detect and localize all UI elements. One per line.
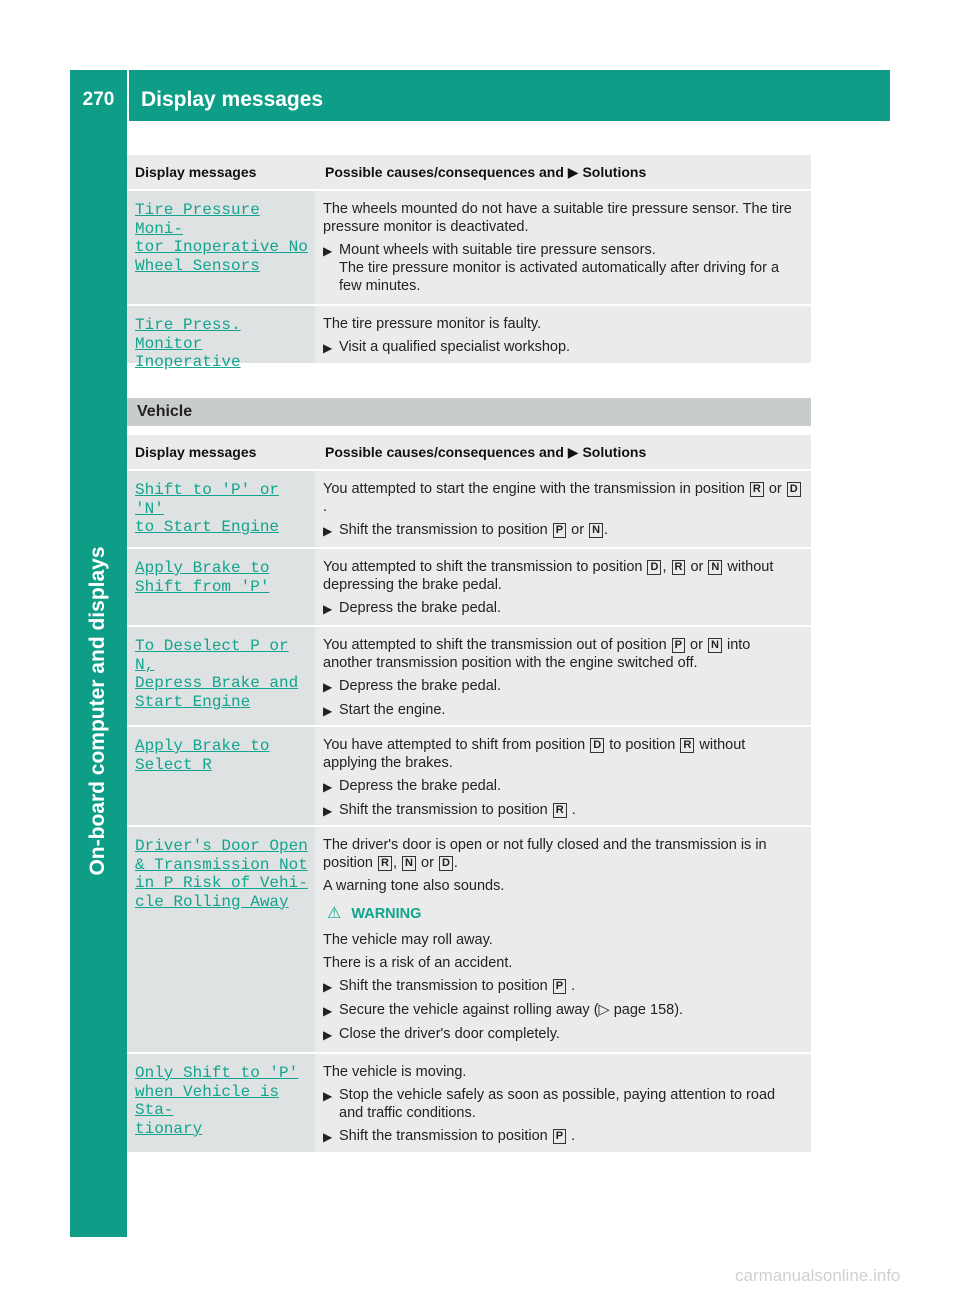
arrow-right-icon: ▶ <box>323 244 333 258</box>
page-reference[interactable]: page 158). <box>613 1002 684 1018</box>
display-message <box>127 1054 315 1152</box>
col-causes <box>315 164 811 181</box>
gear-r-icon: R <box>680 738 694 753</box>
solution-step <box>323 599 803 618</box>
message-line: Shift to 'P' or 'N' <box>135 481 280 518</box>
warning-detail: There is a risk of an accident. <box>323 955 513 971</box>
message-description <box>315 627 811 725</box>
solution-step <box>323 241 803 295</box>
text: You attempted to shift the transmission out of position <box>323 637 667 653</box>
message-line: tionary <box>135 1119 203 1138</box>
display-message <box>127 727 315 825</box>
message-line: Shift from 'P' <box>135 577 270 596</box>
section-heading-vehicle: Vehicle <box>127 398 811 426</box>
col-display-messages: Display messages <box>135 164 257 180</box>
gear-r-icon: R <box>672 560 686 575</box>
gear-n-icon: N <box>708 560 722 575</box>
message-line: Only Shift to 'P' <box>135 1064 299 1082</box>
gear-p-icon: P <box>553 523 566 538</box>
step-text: Secure the vehicle against rolling away ( <box>339 1002 599 1018</box>
warning-triangle-icon: ⚠ <box>327 905 342 922</box>
solution-step <box>323 1001 803 1020</box>
arrow-right-icon: ▶ <box>323 1028 333 1042</box>
display-message <box>127 549 315 625</box>
gear-d-icon: D <box>439 856 453 871</box>
gear-d-icon: D <box>787 482 801 497</box>
cause-text: The wheels mounted do not have a suitable tire pressure sensor. The tire pressure monitor is deactivated. <box>323 201 792 235</box>
arrow-right-icon: ▶ <box>323 780 333 794</box>
step-text: Depress the brake pedal. <box>339 678 502 694</box>
message-description <box>315 549 811 625</box>
warning-label <box>323 905 803 923</box>
text: or <box>690 559 704 575</box>
step-text: Depress the brake pedal. <box>339 600 502 616</box>
solution-step <box>323 777 803 796</box>
table-row <box>127 627 811 725</box>
col-solutions-label: Solutions <box>582 163 647 180</box>
gear-n-icon: N <box>402 856 416 871</box>
cause-text: You attempted to start the engine with the transmission in position R or D. <box>323 480 803 516</box>
arrow-right-icon: ▶ <box>323 341 333 355</box>
text: You attempted to shift the transmission to position <box>323 559 643 575</box>
message-line: To Deselect P or N, <box>135 637 289 674</box>
text: You have attempted to shift from position <box>323 737 586 753</box>
chapter-sidebar <box>70 121 127 1237</box>
arrow-right-icon: ▶ <box>323 804 333 818</box>
message-line: in P Risk of Vehi- <box>135 874 308 893</box>
step-note: The tire pressure monitor is activated automatically after driving for a few minutes. <box>339 260 780 294</box>
message-line: Apply Brake to <box>135 737 270 755</box>
step-text: Visit a qualified specialist workshop. <box>339 339 571 355</box>
message-line: Driver's Door Open <box>135 837 308 855</box>
arrow-right-icon: ▶ <box>567 163 579 180</box>
text: to position <box>609 737 676 753</box>
arrow-right-icon: ▶ <box>323 980 333 994</box>
step-text: Shift the transmission to position <box>339 802 548 818</box>
step-text: Stop the vehicle safely as soon as possible, paying attention to road and traffic conditions. <box>339 1087 776 1121</box>
text: without depressing the brake pedal. <box>323 559 774 593</box>
display-message <box>127 627 315 725</box>
table-row <box>127 727 811 825</box>
solution-step <box>323 1086 803 1122</box>
gear-p-icon: P <box>553 1129 566 1144</box>
text: or <box>421 855 434 871</box>
cause-text: You attempted to shift the transmission to position D , R or N without depressing the brake pedal. <box>323 559 774 593</box>
gear-d-icon: D <box>647 560 661 575</box>
arrow-right-icon: ▶ <box>323 680 333 694</box>
solution-step: ▶ Shift the transmission to position P . <box>323 1128 576 1144</box>
display-message <box>127 306 315 372</box>
col-causes-label: Possible causes/consequences and <box>325 163 564 180</box>
text: You attempted to start the engine with the transmission in position <box>323 481 745 497</box>
message-line: Tire Press. Monitor <box>135 316 241 353</box>
text: or <box>690 637 703 653</box>
cause-text <box>323 736 803 772</box>
table-row <box>127 306 811 372</box>
step-text: Shift the transmission to position <box>339 522 548 538</box>
step-text: Shift the transmission to position <box>339 978 548 994</box>
col-causes-label: Possible causes/consequences and <box>325 443 564 460</box>
arrow-right-icon: ▶ <box>323 1004 333 1018</box>
table-vehicle <box>127 435 811 1152</box>
gear-n-icon: N <box>589 523 603 538</box>
message-description <box>315 727 811 825</box>
col-causes <box>315 444 811 461</box>
table-row <box>127 549 811 625</box>
arrow-right-icon: ▶ <box>323 524 333 538</box>
table-row <box>127 1054 811 1152</box>
gear-r-icon: R <box>553 803 567 818</box>
step-text: Mount wheels with suitable tire pressure sensors. <box>339 242 656 258</box>
step-text: Shift the transmission to position <box>339 1128 548 1144</box>
col-solutions-label: Solutions <box>582 443 647 460</box>
arrow-right-icon: ▶ <box>323 704 333 718</box>
table-row <box>127 471 811 547</box>
warning-text: WARNING <box>351 906 422 922</box>
col-display-messages: Display messages <box>135 444 257 460</box>
cause-text <box>323 636 803 672</box>
message-line: & Transmission Not <box>135 855 308 874</box>
table-row <box>127 191 811 304</box>
message-description <box>315 471 811 547</box>
solution-step: ▶ Shift the transmission to position P . <box>323 978 576 994</box>
message-description <box>315 827 811 1052</box>
table-row <box>127 827 811 1052</box>
message-line: Inoperative <box>135 353 241 372</box>
step-text: Close the driver's door completely. <box>339 1026 560 1042</box>
page-title: Display messages <box>141 87 324 111</box>
message-line: Depress Brake and <box>135 674 299 693</box>
message-line: to Start Engine <box>135 518 280 537</box>
message-line: Apply Brake to <box>135 559 270 577</box>
text: into another transmission position with the engine switched off. <box>323 637 751 671</box>
message-line: tor Inoperative No <box>135 238 308 257</box>
gear-r-icon: R <box>750 482 764 497</box>
solution-step: ▶ Shift the transmission to position R . <box>323 802 576 818</box>
cause-text: The vehicle is moving. <box>323 1064 467 1080</box>
arrow-right-icon: ▶ <box>323 1089 333 1103</box>
message-line: Select R <box>135 755 212 774</box>
arrow-right-icon: ▶ <box>567 443 579 460</box>
message-line: cle Rolling Away <box>135 892 289 911</box>
table-tire-pressure <box>127 155 811 372</box>
cause-text: The driver's door is open or not fully closed and the transmission is in position R , N or D . <box>323 837 767 871</box>
message-line: when Vehicle is Sta- <box>135 1082 280 1120</box>
text: or <box>768 481 782 497</box>
table-header <box>127 155 811 189</box>
solution-step: ▶ Shift the transmission to position P or N . <box>323 522 609 538</box>
solution-step <box>323 338 803 357</box>
page-ref-arrow-icon: ▷ <box>598 1002 610 1018</box>
display-message <box>127 191 315 304</box>
arrow-right-icon: ▶ <box>323 1130 333 1144</box>
gear-p-icon: P <box>553 979 566 994</box>
display-message <box>127 471 315 547</box>
solution-step <box>323 701 803 720</box>
gear-n-icon: N <box>708 638 722 653</box>
message-line: Tire Pressure Moni- <box>135 201 260 238</box>
table-header <box>127 435 811 469</box>
warning-detail: The vehicle may roll away. <box>323 932 493 948</box>
chapter-label: On-board computer and displays <box>86 546 109 876</box>
message-description <box>315 1054 811 1152</box>
gear-d-icon: D <box>590 738 604 753</box>
step-text: Depress the brake pedal. <box>339 778 502 794</box>
page-header <box>70 70 890 121</box>
page-number: 270 <box>82 88 115 110</box>
gear-r-icon: R <box>378 856 392 871</box>
arrow-right-icon: ▶ <box>323 602 333 616</box>
cause-text: The tire pressure monitor is faulty. <box>323 316 542 332</box>
text: without applying the brakes. <box>323 737 746 771</box>
message-description <box>315 191 811 304</box>
gear-p-icon: P <box>672 638 685 653</box>
solution-step <box>323 1025 803 1044</box>
step-text: Start the engine. <box>339 702 446 718</box>
message-line: Wheel Sensors <box>135 256 260 275</box>
watermark: carmanualsonline.info <box>735 1266 901 1285</box>
cause-text: A warning tone also sounds. <box>323 878 505 894</box>
text: or <box>571 522 585 538</box>
solution-step <box>323 677 803 696</box>
message-description <box>315 306 811 363</box>
text: The driver's door is open or not fully closed and the transmission is in position <box>323 837 767 871</box>
display-message <box>127 827 315 1052</box>
message-line: Start Engine <box>135 692 251 711</box>
